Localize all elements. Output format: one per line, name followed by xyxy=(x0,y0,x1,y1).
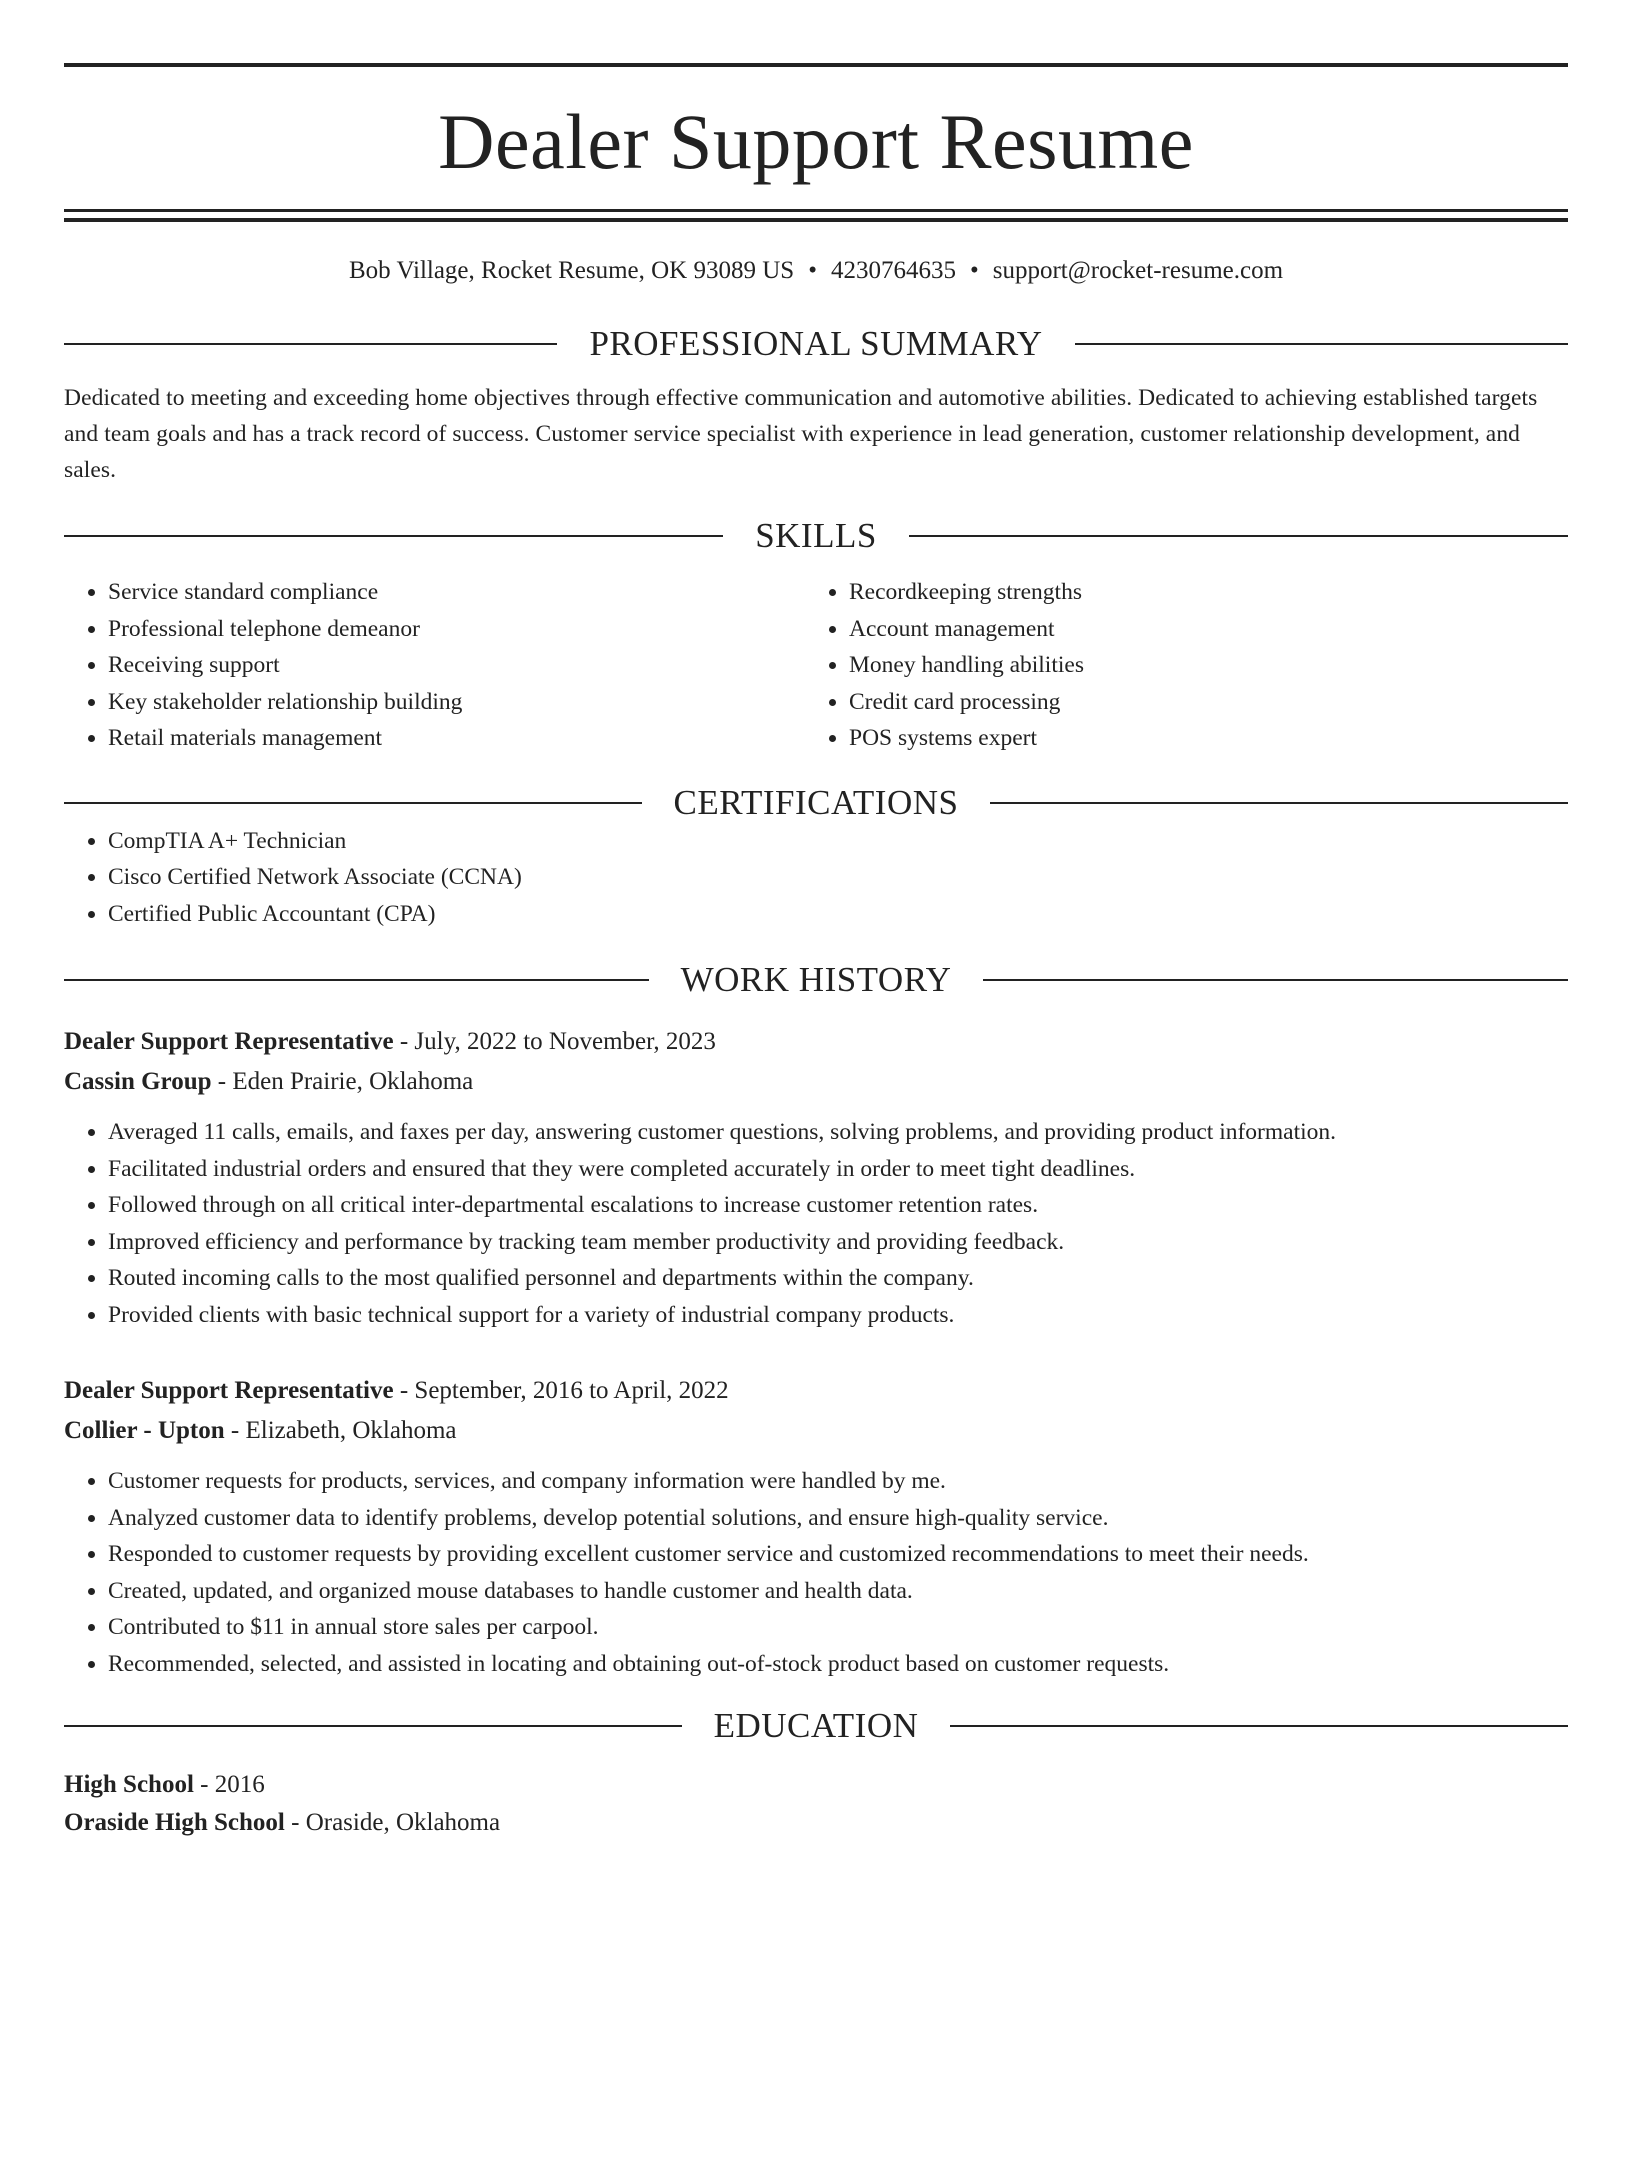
section-title-education: EDUCATION xyxy=(713,1706,919,1745)
skills-column-left xyxy=(64,574,805,757)
contact-line xyxy=(64,256,1568,286)
job-bullet: • Responded to customer requests by providing excellent customer service and customized recommendations to meet their needs. xyxy=(108,1536,1568,1573)
skill-item: • POS systems expert xyxy=(849,720,1546,757)
contact-separator: • xyxy=(808,257,817,284)
skill-item: • Credit card processing xyxy=(849,684,1546,721)
job-company: Collier - Upton xyxy=(64,1417,225,1444)
skill-item: • Service standard compliance xyxy=(108,574,805,611)
resume-page xyxy=(0,63,1632,2175)
resume-title: Dealer Support Resume xyxy=(438,98,1194,185)
title-double-rule xyxy=(64,209,1568,222)
section-header-certifications xyxy=(64,783,1568,823)
job-bullet: • Averaged 11 calls, emails, and faxes per day, answering customer questions, solving problems, and providing product information. xyxy=(108,1114,1568,1151)
skill-item: • Recordkeeping strengths xyxy=(849,574,1546,611)
job-bullet: • Customer requests for products, services, and company information were handled by me. xyxy=(108,1463,1568,1500)
contact-separator: • xyxy=(969,257,979,284)
contact-phone: 4230764635 xyxy=(830,257,956,284)
contact-address: Bob Village, Rocket Resume, OK 93089 US xyxy=(348,257,795,284)
job-dates: - July, 2022 to November, 2023 xyxy=(393,1028,716,1055)
skill-item: • Professional telephone demeanor xyxy=(108,611,805,648)
section-header-education xyxy=(64,1706,1568,1746)
job-bullet: • Facilitated industrial orders and ensured that they were completed accurately in order to meet tight deadlines. xyxy=(108,1151,1568,1188)
summary-text: Dedicated to meeting and exceeding home objectives through effective communication and automotive abilities. Dedicated to achieving established targets and team goals and has a track record of success. Customer service specialist with experience in lead generation, customer relationship development, and sales. xyxy=(64,385,1538,483)
job-bullet: • Followed through on all critical inter-departmental escalations to increase customer retention rates. xyxy=(108,1187,1568,1224)
job-bullet: • Contributed to $11 in annual store sales per carpool. xyxy=(108,1609,1568,1646)
job-bullet: • Routed incoming calls to the most qualified personnel and departments within the company. xyxy=(108,1260,1568,1297)
education-degree: High School xyxy=(64,1771,194,1798)
skill-item: • Money handling abilities xyxy=(849,647,1546,684)
section-header-summary xyxy=(64,324,1568,364)
education-degree-line xyxy=(64,1766,1568,1804)
education-location: - Oraside, Oklahoma xyxy=(284,1809,501,1836)
certification-item: • Certified Public Accountant (CPA) xyxy=(108,896,1568,933)
education-entry xyxy=(64,1766,1568,1842)
education-school-line xyxy=(64,1804,1568,1842)
job-company-line xyxy=(64,1411,1568,1451)
certification-item: • Cisco Certified Network Associate (CCNA) xyxy=(108,859,1568,896)
job-title: Dealer Support Representative xyxy=(64,1377,394,1404)
education-school: Oraside High School xyxy=(64,1809,285,1836)
section-title-certifications: CERTIFICATIONS xyxy=(673,782,959,822)
job-company: Cassin Group xyxy=(64,1068,212,1095)
job-location: - Elizabeth, Oklahoma xyxy=(224,1417,457,1444)
job-bullet: • Recommended, selected, and assisted in locating and obtaining out-of-stock product based on customer requests. xyxy=(108,1646,1568,1683)
job-bullet: • Created, updated, and organized mouse databases to handle customer and health data. xyxy=(108,1573,1568,1610)
job-title: Dealer Support Representative xyxy=(64,1028,394,1055)
job-bullet: • Improved efficiency and performance by tracking team member productivity and providing feedback. xyxy=(108,1224,1568,1261)
skill-item: • Key stakeholder relationship building xyxy=(108,684,805,721)
job-location: - Eden Prairie, Oklahoma xyxy=(211,1068,474,1095)
section-title-work: WORK HISTORY xyxy=(680,960,952,999)
top-rule xyxy=(64,63,1568,67)
job-bullet-list xyxy=(64,1463,1568,1682)
skills-column-right xyxy=(805,574,1546,757)
section-header-skills xyxy=(64,516,1568,556)
skill-item: • Receiving support xyxy=(108,647,805,684)
skills-grid xyxy=(64,574,1568,757)
certification-list xyxy=(64,823,1568,933)
certification-item: • CompTIA A+ Technician xyxy=(108,823,1568,860)
job-title-line xyxy=(64,1022,1568,1062)
job-company-line xyxy=(64,1062,1568,1102)
skill-item: • Retail materials management xyxy=(108,720,805,757)
section-title-summary: PROFESSIONAL SUMMARY xyxy=(589,324,1043,363)
contact-email[interactable]: support@rocket-resume.com xyxy=(992,257,1284,284)
job-dates: - September, 2016 to April, 2022 xyxy=(393,1377,729,1404)
job-entry xyxy=(64,1371,1568,1682)
section-header-work xyxy=(64,960,1568,1000)
skill-item: • Account management xyxy=(849,611,1546,648)
job-bullet: • Analyzed customer data to identify problems, develop potential solutions, and ensure high-quality service. xyxy=(108,1500,1568,1537)
education-year: - 2016 xyxy=(193,1771,265,1798)
job-entry xyxy=(64,1022,1568,1333)
job-bullet-list xyxy=(64,1114,1568,1333)
job-bullet: • Provided clients with basic technical support for a variety of industrial company products. xyxy=(108,1297,1568,1334)
section-title-skills: SKILLS xyxy=(755,516,877,555)
job-title-line xyxy=(64,1371,1568,1411)
